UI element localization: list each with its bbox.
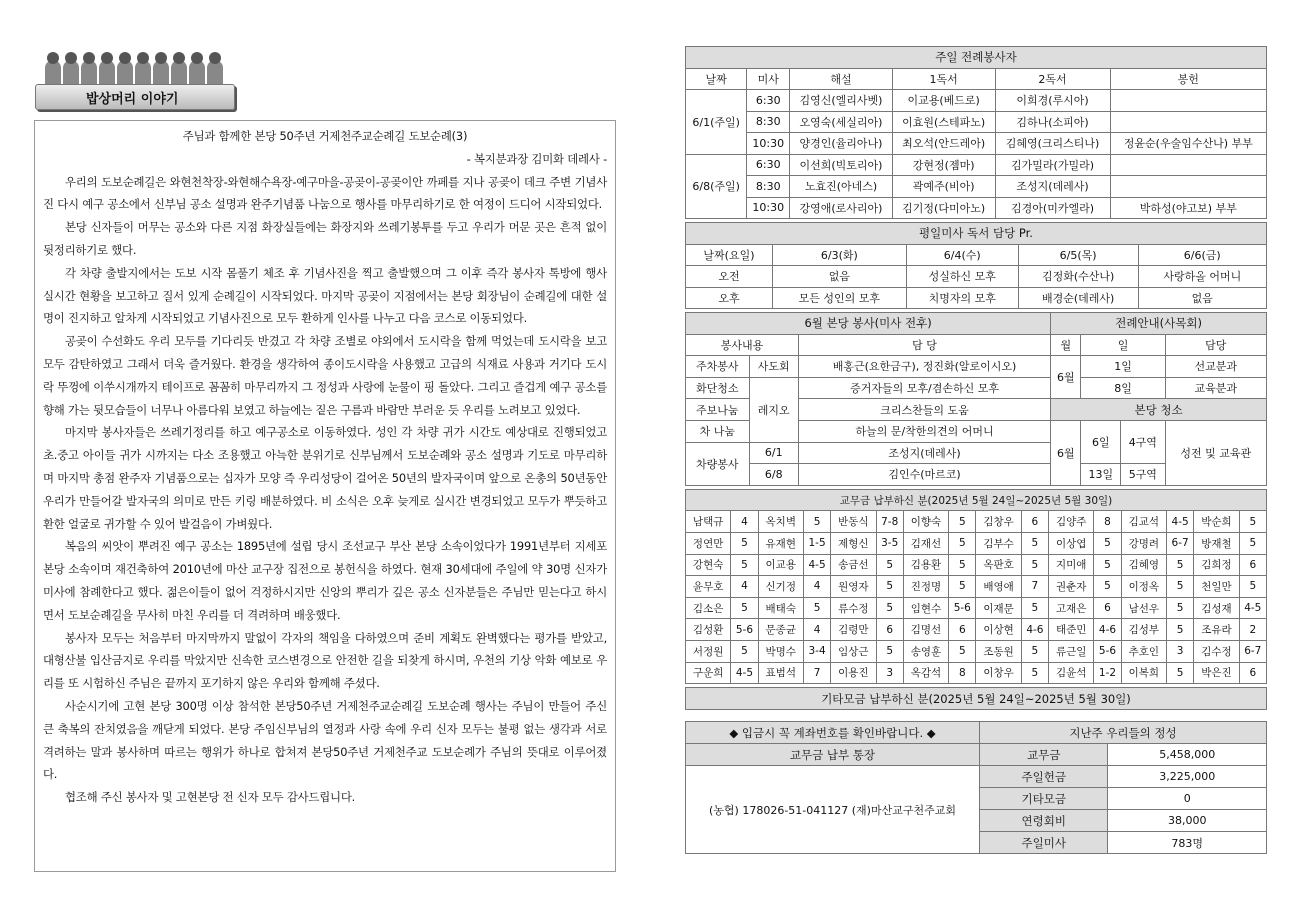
guide-header: 일 [1081, 334, 1165, 356]
donation-row [686, 640, 1267, 662]
article-box [34, 120, 616, 872]
donation-name: 태준민 [1049, 619, 1094, 641]
donation-row [686, 619, 1267, 641]
donation-months: 6-7 [1166, 532, 1193, 554]
donation-name: 조동원 [976, 640, 1021, 662]
clean-cell: 성전 및 교육관 [1165, 420, 1266, 485]
donation-months: 6 [1021, 511, 1048, 533]
donation-name: 김교석 [1121, 511, 1166, 533]
service-title: 6월 본당 봉사(미사 전후) [686, 313, 1051, 335]
liturgy-cell: 김하나(소피아) [995, 111, 1110, 133]
liturgy-cell: 노효진(아네스) [790, 176, 893, 198]
article-paragraph: 협조해 주신 봉사자 및 고현본당 전 신자 모두 감사드립니다. [65, 790, 356, 805]
weekday-table [685, 222, 1267, 309]
donation-name: 강명려 [1121, 532, 1166, 554]
liturgy-cell: 최오석(안드레아) [892, 133, 995, 155]
donation-months: 5 [949, 576, 976, 598]
liturgy-cell: 8:30 [747, 176, 790, 198]
finance-table [685, 687, 1267, 854]
liturgy-table [685, 46, 1267, 219]
donation-months: 6 [1239, 554, 1266, 576]
donation-row [686, 597, 1267, 619]
donation-name: 남택규 [686, 511, 731, 533]
donation-months: 4-5 [803, 554, 830, 576]
donation-name: 박은진 [1194, 662, 1239, 684]
table-row [686, 90, 1267, 112]
right-page [685, 46, 1267, 854]
donation-row [686, 511, 1267, 533]
donation-months: 5 [1094, 554, 1121, 576]
service-guide-table [685, 312, 1267, 486]
donation-name: 이재문 [976, 597, 1021, 619]
offering-label: 교무금 [980, 744, 1108, 766]
donation-months: 5 [731, 640, 758, 662]
weekday-title: 평일미사 독서 담당 Pr. [686, 223, 1267, 245]
offering-value: 38,000 [1108, 810, 1267, 832]
weekday-cell: 없음 [1138, 287, 1266, 309]
donation-months: 5 [1239, 511, 1266, 533]
donation-title: 교무금 납부하신 분(2025년 5월 24일~2025년 5월 30일) [686, 489, 1267, 511]
donation-row [686, 554, 1267, 576]
donation-months: 5 [1166, 662, 1193, 684]
donation-months: 5 [1094, 532, 1121, 554]
donation-months: 5-6 [949, 597, 976, 619]
weekday-header: 6/6(금) [1138, 244, 1266, 266]
guide-cell: 1일 [1081, 356, 1165, 378]
liturgy-cell: 강현정(젬마) [892, 154, 995, 176]
clean-title: 본당 청소 [1051, 399, 1267, 421]
donation-months: 5 [1021, 640, 1048, 662]
donation-name: 김희정 [1194, 554, 1239, 576]
article-title: 주님과 함께한 본당 50주년 거제천주교순례길 도보순례(3) [182, 129, 468, 143]
donation-table [685, 489, 1267, 684]
donation-name: 이용진 [831, 662, 876, 684]
liturgy-cell: 6:30 [747, 154, 790, 176]
weekday-cell: 치명자의 모후 [906, 287, 1018, 309]
donation-name: 김윤석 [1049, 662, 1094, 684]
liturgy-header: 미사 [747, 68, 790, 90]
donation-months: 4-5 [1166, 511, 1193, 533]
liturgy-date: 6/8(주일) [686, 154, 747, 219]
donation-months: 5 [876, 576, 903, 598]
service-header: 담 당 [798, 334, 1050, 356]
donation-name: 옥치벽 [758, 511, 803, 533]
clean-cell: 5구역 [1121, 464, 1166, 486]
liturgy-cell: 김기정(다미아노) [892, 197, 995, 219]
liturgy-cell: 10:30 [747, 197, 790, 219]
account-notice: ◆ 입금시 꼭 계좌번호를 확인바랍니다. ◆ [686, 722, 980, 744]
donation-name: 지미애 [1049, 554, 1094, 576]
donation-months: 2 [1239, 619, 1266, 641]
article-paragraph: 마지막 봉사자들은 쓰레기정리를 하고 예구공소로 이동하였다. 성인 각 차량 귀가 시간도 예상대로 진행되었고 초.중고 아이들 귀가 시까지는 다소 조용했고 아늑한 분위기로 신부님께서 도보순례와 공소 설명과 기도로 마무리하며 마지막 총점 완주자 기념품으로는 십자가 모양 즉 우리성당이 걸어온 50년의 발자국이며 앞으로 온총의 50년동안 우리가 만들어갈 발자국의 의미로 만든 키링 배분하였다. 비 소식은 오후 늦게로 실시간 변경되었고 모두가 뿌듯하고 환한 얼굴로 귀가할 수 있어 발걸음이 가벼웠다. [43, 425, 607, 531]
liturgy-header: 1독서 [892, 68, 995, 90]
donation-months: 8 [949, 662, 976, 684]
donation-name: 김성부 [1121, 619, 1166, 641]
service-cell: 6/1 [749, 442, 798, 464]
donation-name: 옥감석 [903, 662, 948, 684]
donation-name: 신기정 [758, 576, 803, 598]
service-cell: 하늘의 문/착한의견의 어머니 [798, 420, 1050, 442]
donation-months: 6 [1094, 597, 1121, 619]
donation-months: 7 [803, 662, 830, 684]
service-cell: 레지오 [749, 377, 798, 442]
donation-name: 추호인 [1121, 640, 1166, 662]
offering-label: 연령회비 [980, 810, 1108, 832]
liturgy-cell: 김혜영(크리스티나) [995, 133, 1110, 155]
weekday-header: 6/5(목) [1018, 244, 1138, 266]
account-number: (농협) 178026-51-041127 (재)마산교구천주교회 [686, 766, 980, 854]
service-cell: 증거자들의 모후/겸손하신 모후 [798, 377, 1050, 399]
donation-name: 윤무호 [686, 576, 731, 598]
service-cell: 김인수(마르코) [798, 464, 1050, 486]
guide-header: 월 [1051, 334, 1081, 356]
liturgy-cell: 이교용(베드로) [892, 90, 995, 112]
weekday-cell: 모든 성인의 모후 [772, 287, 906, 309]
donation-months: 7 [1021, 576, 1048, 598]
donation-name: 김소은 [686, 597, 731, 619]
article-paragraph: 복음의 씨앗이 뿌려진 예구 공소는 1895년에 설립 당시 조선교구 부산 본당 소속이었다가 1991년부터 지세포 본당 소속이며 재건축하여 2010년에 마산 교구장 집전으로 봉헌식을 하였다. 현재 30세대에 주일에 약 30명 신자가 미사에 참례한다고 했다. 젊은이들이 없어 걱정하시지만 신앙의 뿌리가 깊은 공소 신자분들은 주님만 믿는다고 하시면서 도보순례길을 무사히 마친 우리를 더 격려하며 배웅했다. [43, 539, 607, 622]
donation-months: 4-5 [1239, 597, 1266, 619]
donation-name: 강현숙 [686, 554, 731, 576]
donation-name: 표범석 [758, 662, 803, 684]
liturgy-cell: 박하성(야고보) 부부 [1110, 197, 1266, 219]
donation-name: 옥판호 [976, 554, 1021, 576]
offering-label: 주일미사 [980, 832, 1108, 854]
weekday-cell: 오후 [686, 287, 773, 309]
liturgy-date: 6/1(주일) [686, 90, 747, 155]
donation-name: 김성환 [686, 619, 731, 641]
weekday-header: 6/4(수) [906, 244, 1018, 266]
service-header: 봉사내용 [686, 334, 799, 356]
donation-name: 김성재 [1194, 597, 1239, 619]
donation-months: 5 [949, 532, 976, 554]
other-donation-title: 기타모금 납부하신 분(2025년 5월 24일~2025년 5월 30일) [686, 688, 1267, 710]
donation-name: 류수정 [831, 597, 876, 619]
liturgy-cell: 조성지(데레사) [995, 176, 1110, 198]
service-cell: 배홍근(요한금구), 정진화(알로이시오) [798, 356, 1050, 378]
donation-name: 배영애 [976, 576, 1021, 598]
donation-name: 천일만 [1194, 576, 1239, 598]
liturgy-cell: 8:30 [747, 111, 790, 133]
donation-row [686, 662, 1267, 684]
donation-months: 5 [731, 532, 758, 554]
donation-name: 남선우 [1121, 597, 1166, 619]
donation-name: 진정명 [903, 576, 948, 598]
table-row [686, 133, 1267, 155]
donation-name: 이복희 [1121, 662, 1166, 684]
donation-months: 5 [1166, 576, 1193, 598]
donation-name: 김양주 [1049, 511, 1094, 533]
liturgy-cell: 강영애(로사리아) [790, 197, 893, 219]
donation-months: 5-6 [1094, 640, 1121, 662]
liturgy-title: 주일 전례봉사자 [686, 47, 1267, 69]
liturgy-cell: 김경아(미카엘라) [995, 197, 1110, 219]
column-logo [35, 44, 240, 116]
donation-months: 4-5 [731, 662, 758, 684]
donation-name: 권춘자 [1049, 576, 1094, 598]
logo-label: 밥상머리 이야기 [86, 92, 179, 107]
donation-name: 방재철 [1194, 532, 1239, 554]
donation-months: 6-7 [1239, 640, 1266, 662]
donation-name: 김수정 [1194, 640, 1239, 662]
service-cell: 크리스찬들의 도움 [798, 399, 1050, 421]
article-paragraph: 본당 신자들이 머무는 공소와 다른 지점 화장실들에는 화장지와 쓰레기봉투를 두고 우리가 머문 곳은 흔적 없이 뒷정리하기로 했다. [43, 220, 607, 257]
service-cell: 차 나눔 [686, 420, 750, 442]
liturgy-cell: 김영신(엘리사벳) [790, 90, 893, 112]
donation-months: 3-5 [876, 532, 903, 554]
weekday-cell: 사랑하올 어머니 [1138, 266, 1266, 288]
donation-name: 이정옥 [1121, 576, 1166, 598]
table-row [686, 197, 1267, 219]
weekday-cell: 오전 [686, 266, 773, 288]
donation-months: 5 [803, 597, 830, 619]
donation-name: 김창우 [976, 511, 1021, 533]
donation-months: 5 [876, 554, 903, 576]
donation-months: 4-6 [1021, 619, 1048, 641]
donation-months: 5 [731, 554, 758, 576]
donation-months: 5 [1239, 532, 1266, 554]
donation-months: 5 [949, 554, 976, 576]
liturgy-header: 해설 [790, 68, 893, 90]
donation-name: 조유라 [1194, 619, 1239, 641]
liturgy-cell: 이효원(스테파노) [892, 111, 995, 133]
guide-title: 전례안내(사목회) [1051, 313, 1267, 335]
offering-label: 기타모금 [980, 788, 1108, 810]
donation-name: 김령만 [831, 619, 876, 641]
donation-name: 유재현 [758, 532, 803, 554]
offering-value: 783명 [1108, 832, 1267, 854]
donation-months: 4 [731, 511, 758, 533]
donation-months: 5 [1166, 597, 1193, 619]
donation-row [686, 532, 1267, 554]
donation-row [686, 576, 1267, 598]
offering-label: 주일헌금 [980, 766, 1108, 788]
article-paragraph: 우리의 도보순례길은 와현천착장-와현해수욕장-예구마을-공곶이-공곶이안 까페를 지나 공곶이 데크 주변 기념사진 다시 예구 공소에서 신부님 공소 설명과 완주기념품 나눔으로 행사를 마무리하기로 한 여정이 드디어 시작되었다. [43, 174, 607, 212]
donation-name: 임현수 [903, 597, 948, 619]
service-cell: 사도회 [749, 356, 798, 378]
weekday-cell: 김정화(수산나) [1018, 266, 1138, 288]
donation-name: 배태숙 [758, 597, 803, 619]
liturgy-cell [1110, 154, 1266, 176]
offering-value: 3,225,000 [1108, 766, 1267, 788]
weekday-cell: 없음 [772, 266, 906, 288]
article-paragraph: 공곶이 수선화도 우리 모두를 기다리듯 반겼고 각 차량 조별로 야외에서 도시락을 함께 먹었는데 도시락을 보고 모두 감탄하였고 그래서 더욱 즐거웠다. 환경을 생각하여 종이도시락을 사용했고 고급의 식재료 사용과 거기다 도시락 뚜껑에 이쑤시개까지 테이프로 꼼꼼히 마무리까지 그 정성과 사랑에 눈물이 핑 돌았다. 그리고 즐겁게 예구 공소를 향해 가는 뒷모습들이 너무나 아름다워 보였고 하늘에는 짙은 구름과 바람만 부러운 듯 우리를 노려보고 있었다. [43, 334, 607, 417]
donation-months: 8 [1094, 511, 1121, 533]
donation-name: 원영자 [831, 576, 876, 598]
guide-cell: 8일 [1081, 377, 1165, 399]
donation-months: 5 [949, 640, 976, 662]
donation-name: 구운희 [686, 662, 731, 684]
donation-name: 제형신 [831, 532, 876, 554]
donation-months: 4 [803, 619, 830, 641]
donation-months: 1-2 [1094, 662, 1121, 684]
donation-months: 5 [731, 597, 758, 619]
liturgy-cell [1110, 176, 1266, 198]
donation-name: 이창우 [976, 662, 1021, 684]
liturgy-header: 2독서 [995, 68, 1110, 90]
donation-months: 3-4 [803, 640, 830, 662]
liturgy-cell [1110, 90, 1266, 112]
left-page [30, 36, 620, 876]
donation-name: 류근일 [1049, 640, 1094, 662]
clean-cell: 13일 [1081, 464, 1121, 486]
guide-cell: 교육분과 [1165, 377, 1266, 399]
offering-value: 5,458,000 [1108, 744, 1267, 766]
offering-value: 0 [1108, 788, 1267, 810]
donation-name: 이상현 [976, 619, 1021, 641]
liturgy-cell: 이희경(루시아) [995, 90, 1110, 112]
donation-months: 5 [1166, 554, 1193, 576]
weekday-cell: 성실하신 모후 [906, 266, 1018, 288]
weekday-header: 날짜(요일) [686, 244, 773, 266]
donation-name: 고재은 [1049, 597, 1094, 619]
offering-title: 지난주 우리들의 정성 [980, 722, 1267, 744]
table-row [686, 176, 1267, 198]
liturgy-cell: 정윤순(우술임수산나) 부부 [1110, 133, 1266, 155]
liturgy-cell: 곽예주(비아) [892, 176, 995, 198]
donation-months: 3 [876, 662, 903, 684]
donation-months: 6 [1239, 662, 1266, 684]
table-row [686, 154, 1267, 176]
donation-name: 임상근 [831, 640, 876, 662]
donation-months: 5 [1094, 576, 1121, 598]
donation-months: 5 [1239, 576, 1266, 598]
donation-months: 5-6 [731, 619, 758, 641]
service-cell: 차량봉사 [686, 442, 750, 485]
donation-months: 5 [876, 597, 903, 619]
donation-name: 김부수 [976, 532, 1021, 554]
donation-months: 4 [731, 576, 758, 598]
donation-name: 문종균 [758, 619, 803, 641]
donation-months: 5 [949, 511, 976, 533]
donation-name: 반동식 [831, 511, 876, 533]
donation-months: 4 [803, 576, 830, 598]
clean-cell: 6일 [1081, 420, 1121, 463]
article-paragraph: 사순시기에 고현 본당 300명 이상 참석한 본당50주년 거제천주교순례길 도보순례 행사는 주님이 만들어 주신 큰 축복의 잔치였음을 깨닫게 되었다. 본당 주임신부님의 열정과 사랑 속에 우리 신자 모두는 불평 없는 생각과 서로 격려하는 말과 봉사하며 따르는 행위가 하나로 합쳐져 본당50주년 거제천주교 도보순례가 주님의 뜻대로 이루어졌다. [43, 698, 607, 782]
donation-months: 5 [1166, 619, 1193, 641]
logo-banner [35, 84, 235, 110]
liturgy-cell [1110, 111, 1266, 133]
weekday-cell: 배경순(데레사) [1018, 287, 1138, 309]
guide-header: 담당 [1165, 334, 1266, 356]
liturgy-cell: 10:30 [747, 133, 790, 155]
clean-cell: 4구역 [1121, 420, 1166, 463]
account-title: 교무금 납부 통장 [686, 744, 980, 766]
donation-months: 5 [876, 640, 903, 662]
clean-cell: 6월 [1051, 420, 1081, 485]
donation-name: 이상엽 [1049, 532, 1094, 554]
service-cell: 6/8 [749, 464, 798, 486]
liturgy-header: 봉헌 [1110, 68, 1266, 90]
donation-name: 서정원 [686, 640, 731, 662]
donation-months: 5 [1021, 554, 1048, 576]
donation-months: 6 [876, 619, 903, 641]
liturgy-cell: 양경인(율리아나) [790, 133, 893, 155]
donation-name: 정연만 [686, 532, 731, 554]
donation-months: 7-8 [876, 511, 903, 533]
donation-months: 5 [1021, 662, 1048, 684]
donation-months: 5 [1021, 597, 1048, 619]
service-cell: 주보나눔 [686, 399, 750, 421]
service-cell: 조성지(데레사) [798, 442, 1050, 464]
liturgy-cell: 6:30 [747, 90, 790, 112]
donation-name: 김재선 [903, 532, 948, 554]
donation-months: 5 [1021, 532, 1048, 554]
donation-name: 김용환 [903, 554, 948, 576]
donation-months: 4-6 [1094, 619, 1121, 641]
article-paragraph: 각 차량 출발지에서는 도보 시작 몸풀기 체조 후 기념사진을 찍고 출발했으며 그 이후 즉각 봉사자 톡방에 행사 실시간 현황을 보고하고 질서 있게 순례길이 시작되었다. 마지막 공곶이 지점에서는 본당 회장님이 순례길에 대한 설명이 진지하고 알차게 시작되었고 기념사진으로 모두 환하게 인사를 나누고 다음 코스로 이동되었다. [43, 265, 607, 326]
donation-months: 3 [1166, 640, 1193, 662]
donation-months: 5 [803, 511, 830, 533]
donation-name: 박순희 [1194, 511, 1239, 533]
weekday-header: 6/3(화) [772, 244, 906, 266]
service-cell: 화단청소 [686, 377, 750, 399]
service-cell: 주차봉사 [686, 356, 750, 378]
liturgy-cell: 김가밀라(가밀라) [995, 154, 1110, 176]
table-row [686, 111, 1267, 133]
donation-months: 1-5 [803, 532, 830, 554]
liturgy-header: 날짜 [686, 68, 747, 90]
article-paragraph: 봉사자 모두는 처음부터 마지막까지 말없이 각자의 책임을 다하였으며 준비 계획도 완벽했다는 평가를 받았고, 대형산불 입산금지로 우리를 막았지만 신속한 코스변경으로 안전한 길을 되찾게 하시며, 우천의 기상 악화 예보로 우리를 또 시험하신 주님은 끝까지 포기하지 않은 우리와 함께해 주셨다. [43, 630, 607, 691]
donation-name: 김혜영 [1121, 554, 1166, 576]
article-author: - 복지분과장 김미화 데레사 - [466, 151, 607, 166]
donation-name: 송금선 [831, 554, 876, 576]
guide-cell: 6월 [1051, 356, 1081, 399]
guide-cell: 선교분과 [1165, 356, 1266, 378]
donation-name: 이향숙 [903, 511, 948, 533]
liturgy-cell: 이선희(빅토리아) [790, 154, 893, 176]
blank-gap [686, 710, 1267, 722]
donation-name: 박명수 [758, 640, 803, 662]
donation-months: 6 [949, 619, 976, 641]
donation-name: 김명선 [903, 619, 948, 641]
donation-name: 송영훈 [903, 640, 948, 662]
donation-name: 이교용 [758, 554, 803, 576]
liturgy-cell: 오영숙(세실리아) [790, 111, 893, 133]
